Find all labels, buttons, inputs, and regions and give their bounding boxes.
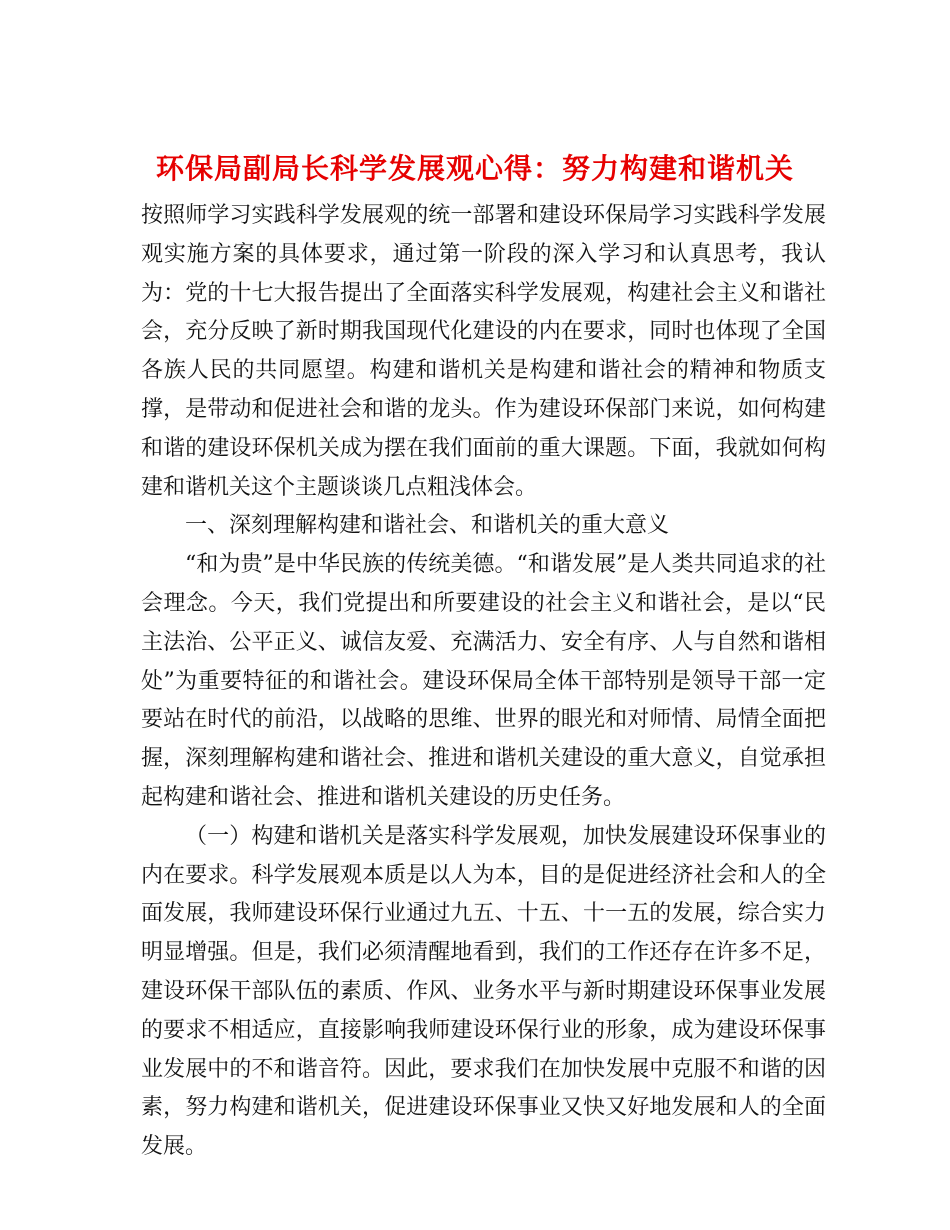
section-1-paragraph: “和为贵”是中华民族的传统美德。“和谐发展”是人类共同追求的社会理念。今天，我们党提出和所要建设的社会主义和谐社会，是以“民主法治、公平正义、诚信友爱、充满活力、安全有序、人与自然和谐相处”为重要特征的和谐社会。建设环保局全体干部特别是领导干部一定要站在时代的前沿，以战略的思维、世界的眼光和对师情、局情全面把握，深刻理解构建和谐社会、推进和谐机关建设的重大意义，自觉承担起构建和谐社会、推进和谐机关建设的历史任务。 [141,552,826,810]
section-heading-1: 一、深刻理解构建和谐社会、和谐机关的重大意义 [185,513,670,539]
subsection-1-paragraph: （一）构建和谐机关是落实科学发展观，加快发展建设环保事业的内在要求。科学发展观本质是以人为本，目的是促进经济社会和人的全面发展，我师建设环保行业通过九五、十五、十一五的发展，综合实力明显增强。但是，我们必须清醒地看到，我们的工作还存在许多不足，建设环保干部队伍的素质、作风、业务水平与新时期建设环保事业发展的要求不相适应，直接影响我师建设环保行业的形象，成为建设环保事业发展中的不和谐音符。因此，要求我们在加快发展中克服不和谐的因素，努力构建和谐机关，促进建设环保事业又快又好地发展和人的全面发展。 [141,823,826,1160]
document-title: 环保局副局长科学发展观心得：努力构建和谐机关 [155,151,794,185]
document-body [141,197,826,1167]
intro-paragraph: 按照师学习实践科学发展观的统一部署和建设环保局学习实践科学发展观实施方案的具体要求，通过第一阶段的深入学习和认真思考，我认为：党的十七大报告提出了全面落实科学发展观，构建社会主义和谐社会，充分反映了新时期我国现代化建设的内在要求，同时也体现了全国各族人民的共同愿望。构建和谐机关是构建和谐社会的精神和物质支撑，是带动和促进社会和谐的龙头。作为建设环保部门来说，如何构建和谐的建设环保机关成为摆在我们面前的重大课题。下面，我就如何构建和谐机关这个主题谈谈几点粗浅体会。 [141,203,826,500]
